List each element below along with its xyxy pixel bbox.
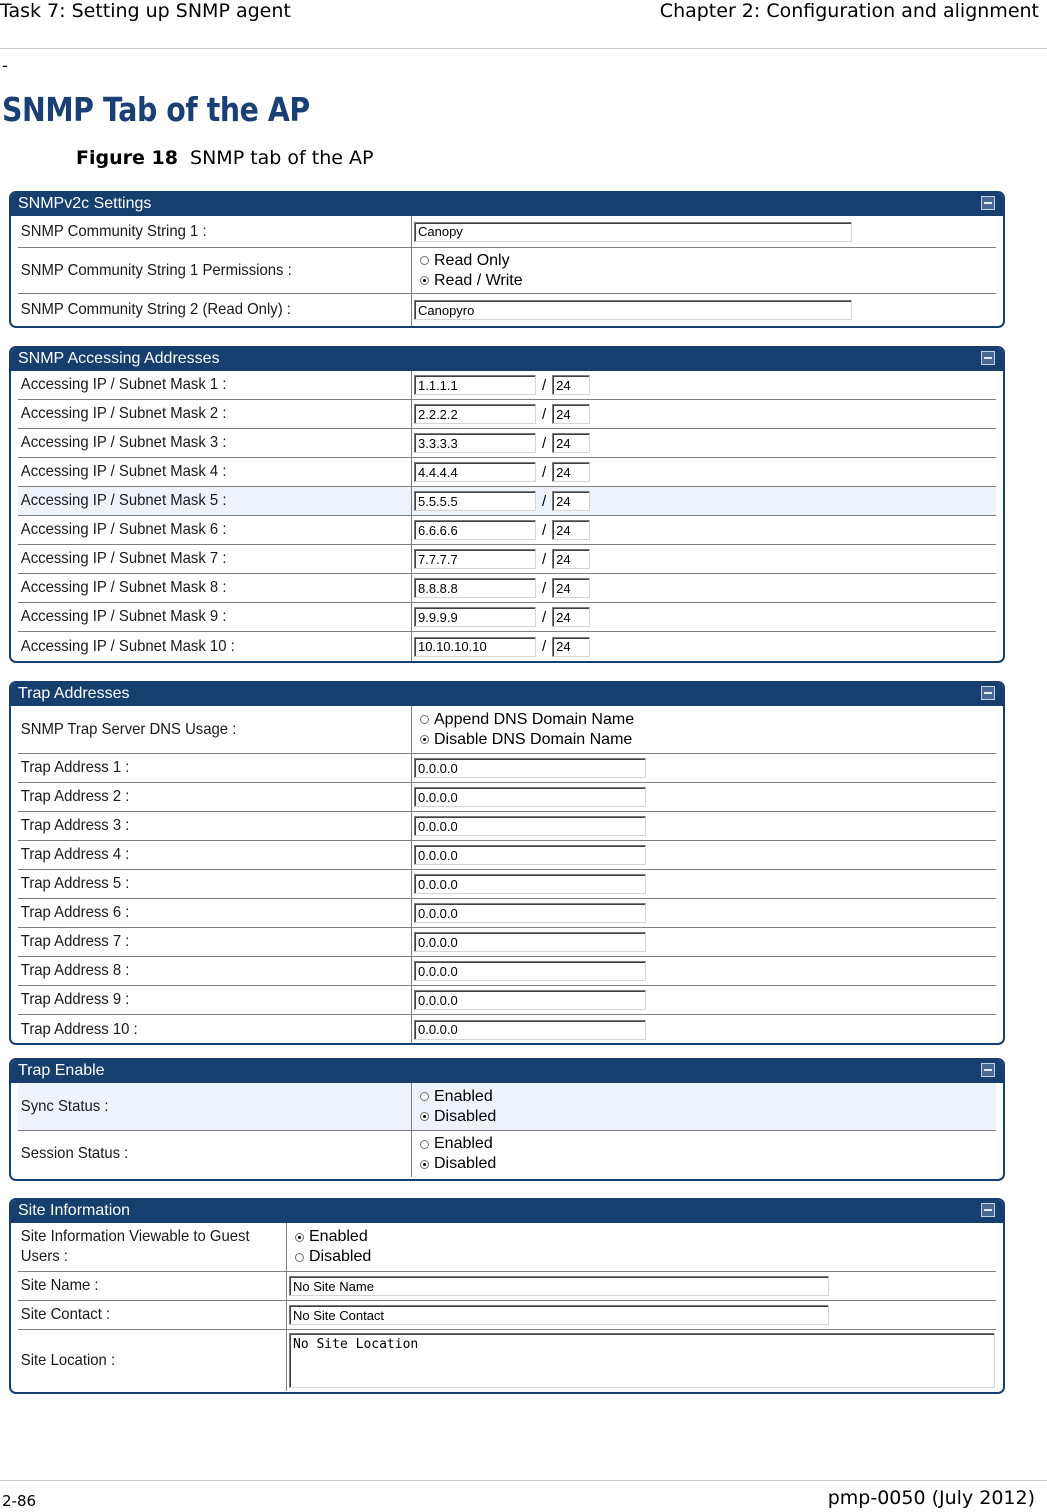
field-label: Trap Address 8 : (20, 962, 130, 979)
accessing-ip-row (18, 371, 996, 400)
running-header-task: Task 7: Setting up SNMP agent (0, 0, 291, 22)
trap-address-row (18, 870, 996, 899)
field-label: Trap Address 6 : (20, 904, 130, 921)
panel-header (11, 1200, 1003, 1223)
accessing-ip-input[interactable] (414, 462, 536, 482)
subnet-mask-input[interactable] (552, 491, 590, 511)
site-contact-row (18, 1301, 996, 1330)
radio-button[interactable] (420, 256, 429, 265)
slash-separator: / (542, 608, 547, 626)
panel-header (11, 683, 1003, 706)
dns-usage-row (18, 706, 996, 754)
radio-label: Read Only (434, 251, 510, 269)
site-location-textarea[interactable] (289, 1333, 995, 1388)
site-name-row (18, 1272, 996, 1301)
sync-status-row (18, 1083, 996, 1131)
field-label: SNMP Community String 2 (Read Only) : (20, 301, 291, 318)
radio-disable-dns[interactable] (420, 730, 634, 750)
field-label: Trap Address 1 : (20, 759, 130, 776)
trap-address-input[interactable] (414, 903, 646, 923)
radio-button[interactable] (295, 1253, 304, 1262)
radio-button[interactable] (420, 715, 429, 724)
field-label: SNMP Community String 1 Permissions : (20, 261, 292, 279)
session-status-radio-group (420, 1134, 496, 1174)
footer-rule (0, 1480, 1047, 1481)
section-title: SNMP Tab of the AP (2, 90, 310, 129)
accessing-ip-input[interactable] (414, 375, 536, 395)
radio-label: Enabled (309, 1228, 368, 1245)
field-label: Trap Address 3 : (20, 817, 130, 834)
subnet-mask-input[interactable] (552, 375, 590, 395)
trap-address-row (18, 812, 996, 841)
snmpv2c-settings-panel (9, 191, 1005, 328)
slash-separator: / (542, 405, 547, 423)
radio-append-dns[interactable] (420, 710, 634, 730)
trap-enable-panel (9, 1058, 1005, 1181)
accessing-ip-row (18, 632, 996, 661)
panel-title: Trap Enable (18, 1062, 105, 1079)
radio-viewable-disabled[interactable] (295, 1247, 371, 1267)
community-string-1-row (18, 216, 996, 248)
field-label: Accessing IP / Subnet Mask 6 : (20, 521, 227, 538)
community-string-2-row (18, 294, 996, 326)
permissions-row (18, 248, 996, 294)
subnet-mask-input[interactable] (552, 607, 590, 627)
trap-address-row (18, 841, 996, 870)
radio-button[interactable] (420, 1092, 429, 1101)
community-string-2-input[interactable] (414, 300, 852, 320)
community-string-1-input[interactable] (414, 222, 852, 242)
accessing-addresses-panel (9, 346, 1005, 663)
collapse-icon[interactable] (981, 686, 995, 700)
slash-separator: / (542, 550, 547, 568)
panel-title: Trap Addresses (18, 685, 130, 702)
subnet-mask-input[interactable] (552, 404, 590, 424)
panel-header (11, 348, 1003, 371)
field-label: Accessing IP / Subnet Mask 5 : (20, 492, 227, 509)
accessing-ip-input[interactable] (414, 520, 536, 540)
dash-marker: - (2, 56, 8, 75)
slash-separator: / (542, 434, 547, 452)
field-label: Accessing IP / Subnet Mask 7 : (20, 550, 227, 567)
site-viewable-radio-group (295, 1227, 371, 1267)
page-number: 2-86 (2, 1492, 37, 1510)
field-label: Accessing IP / Subnet Mask 9 : (20, 608, 227, 625)
radio-button[interactable] (420, 1112, 429, 1121)
field-label: Trap Address 7 : (20, 933, 130, 950)
slash-separator: / (542, 376, 547, 394)
panel-header (11, 193, 1003, 216)
accessing-ip-row (18, 603, 996, 632)
field-label: Site Name : (20, 1277, 99, 1294)
trap-address-row (18, 1015, 996, 1044)
trap-address-input[interactable] (414, 990, 646, 1010)
trap-address-row (18, 899, 996, 928)
slash-separator: / (542, 579, 547, 597)
field-label: SNMP Community String 1 : (20, 222, 207, 240)
radio-button[interactable] (420, 1140, 429, 1149)
site-viewable-row (18, 1223, 996, 1272)
figure-caption (76, 147, 373, 169)
radio-label: Enabled (434, 1135, 493, 1152)
trap-address-input[interactable] (414, 1020, 646, 1040)
accessing-ip-input[interactable] (414, 637, 536, 657)
accessing-ip-input[interactable] (414, 404, 536, 424)
field-label: Trap Address 2 : (20, 788, 130, 805)
accessing-ip-row (18, 429, 996, 458)
radio-session-disabled[interactable] (420, 1154, 496, 1174)
panel-title: SNMPv2c Settings (18, 195, 152, 212)
site-name-input[interactable] (289, 1276, 829, 1296)
accessing-ip-input[interactable] (414, 433, 536, 453)
slash-separator: / (542, 521, 547, 539)
trap-address-input[interactable] (414, 758, 646, 778)
accessing-ip-row (18, 574, 996, 603)
radio-label: Disabled (434, 1107, 497, 1125)
trap-address-input[interactable] (414, 961, 646, 981)
radio-button[interactable] (295, 1233, 304, 1242)
document-id: pmp-0050 (July 2012) (827, 1487, 1035, 1509)
radio-label: Append DNS Domain Name (434, 710, 635, 728)
accessing-ip-input[interactable] (414, 491, 536, 511)
permissions-radio-group (420, 251, 523, 291)
subnet-mask-input[interactable] (552, 462, 590, 482)
radio-label: Disabled (309, 1248, 372, 1265)
trap-address-input[interactable] (414, 816, 646, 836)
radio-read-only[interactable] (420, 251, 523, 271)
slash-separator: / (542, 463, 547, 481)
accessing-ip-input[interactable] (414, 578, 536, 598)
radio-button[interactable] (420, 1160, 429, 1169)
field-label: Accessing IP / Subnet Mask 8 : (20, 579, 227, 596)
site-information-panel (9, 1198, 1005, 1394)
field-label: SNMP Trap Server DNS Usage : (20, 720, 237, 738)
radio-button[interactable] (420, 276, 429, 285)
field-label: Sync Status : (20, 1097, 109, 1115)
header-rule (0, 48, 1047, 49)
radio-label: Read / Write (434, 271, 523, 289)
field-label: Session Status : (20, 1145, 129, 1162)
slash-separator: / (542, 492, 547, 510)
field-label: Accessing IP / Subnet Mask 3 : (20, 434, 227, 451)
radio-session-enabled[interactable] (420, 1134, 496, 1154)
subnet-mask-input[interactable] (552, 433, 590, 453)
trap-address-row (18, 986, 996, 1015)
radio-sync-disabled[interactable] (420, 1107, 496, 1127)
subnet-mask-input[interactable] (552, 549, 590, 569)
field-label: Trap Address 5 : (20, 875, 130, 892)
radio-label: Disabled (434, 1155, 497, 1172)
radio-read-write[interactable] (420, 271, 523, 291)
running-header-chapter: Chapter 2: Configuration and alignment (659, 0, 1039, 22)
trap-address-row (18, 928, 996, 957)
field-label: Accessing IP / Subnet Mask 4 : (20, 463, 227, 480)
collapse-icon[interactable] (981, 196, 995, 210)
accessing-ip-row (18, 516, 996, 545)
field-label: Accessing IP / Subnet Mask 10 : (20, 637, 235, 655)
subnet-mask-input[interactable] (552, 637, 590, 657)
radio-label: Disable DNS Domain Name (434, 730, 633, 748)
collapse-icon[interactable] (981, 1203, 995, 1217)
site-contact-input[interactable] (289, 1305, 829, 1325)
figure-number: Figure 18 (76, 147, 178, 169)
panel-title: Site Information (18, 1202, 131, 1219)
trap-address-row (18, 783, 996, 812)
radio-viewable-enabled[interactable] (295, 1227, 371, 1247)
dns-usage-radio-group (420, 710, 634, 750)
radio-label: Enabled (434, 1087, 493, 1105)
panel-header (11, 1060, 1003, 1083)
figure-caption-text: SNMP tab of the AP (190, 147, 374, 169)
field-label: Site Contact : (20, 1306, 111, 1323)
collapse-icon[interactable] (981, 351, 995, 365)
field-label: Trap Address 10 : (20, 1020, 138, 1038)
accessing-ip-row (18, 487, 996, 516)
field-label: Trap Address 4 : (20, 846, 130, 863)
session-status-row (18, 1131, 996, 1177)
site-location-row (18, 1330, 996, 1391)
collapse-icon[interactable] (981, 1063, 995, 1077)
trap-address-row (18, 957, 996, 986)
accessing-ip-row (18, 545, 996, 574)
trap-address-row (18, 754, 996, 783)
radio-button[interactable] (420, 735, 429, 744)
trap-address-input[interactable] (414, 787, 646, 807)
field-label: Site Location : (20, 1351, 116, 1369)
field-label: Accessing IP / Subnet Mask 1 : (20, 376, 227, 393)
field-label: Accessing IP / Subnet Mask 2 : (20, 405, 227, 422)
subnet-mask-input[interactable] (552, 520, 590, 540)
slash-separator: / (542, 638, 547, 655)
field-label: Trap Address 9 : (20, 991, 130, 1008)
trap-address-input[interactable] (414, 845, 646, 865)
trap-addresses-panel (9, 681, 1005, 1045)
accessing-ip-row (18, 400, 996, 429)
accessing-ip-row (18, 458, 996, 487)
field-label: Site Information Viewable to Guest Users : (20, 1228, 250, 1265)
radio-sync-enabled[interactable] (420, 1087, 496, 1107)
accessing-ip-input[interactable] (414, 549, 536, 569)
subnet-mask-input[interactable] (552, 578, 590, 598)
trap-address-input[interactable] (414, 874, 646, 894)
trap-address-input[interactable] (414, 932, 646, 952)
accessing-ip-input[interactable] (414, 607, 536, 627)
sync-status-radio-group (420, 1087, 496, 1127)
panel-title: SNMP Accessing Addresses (18, 350, 220, 367)
